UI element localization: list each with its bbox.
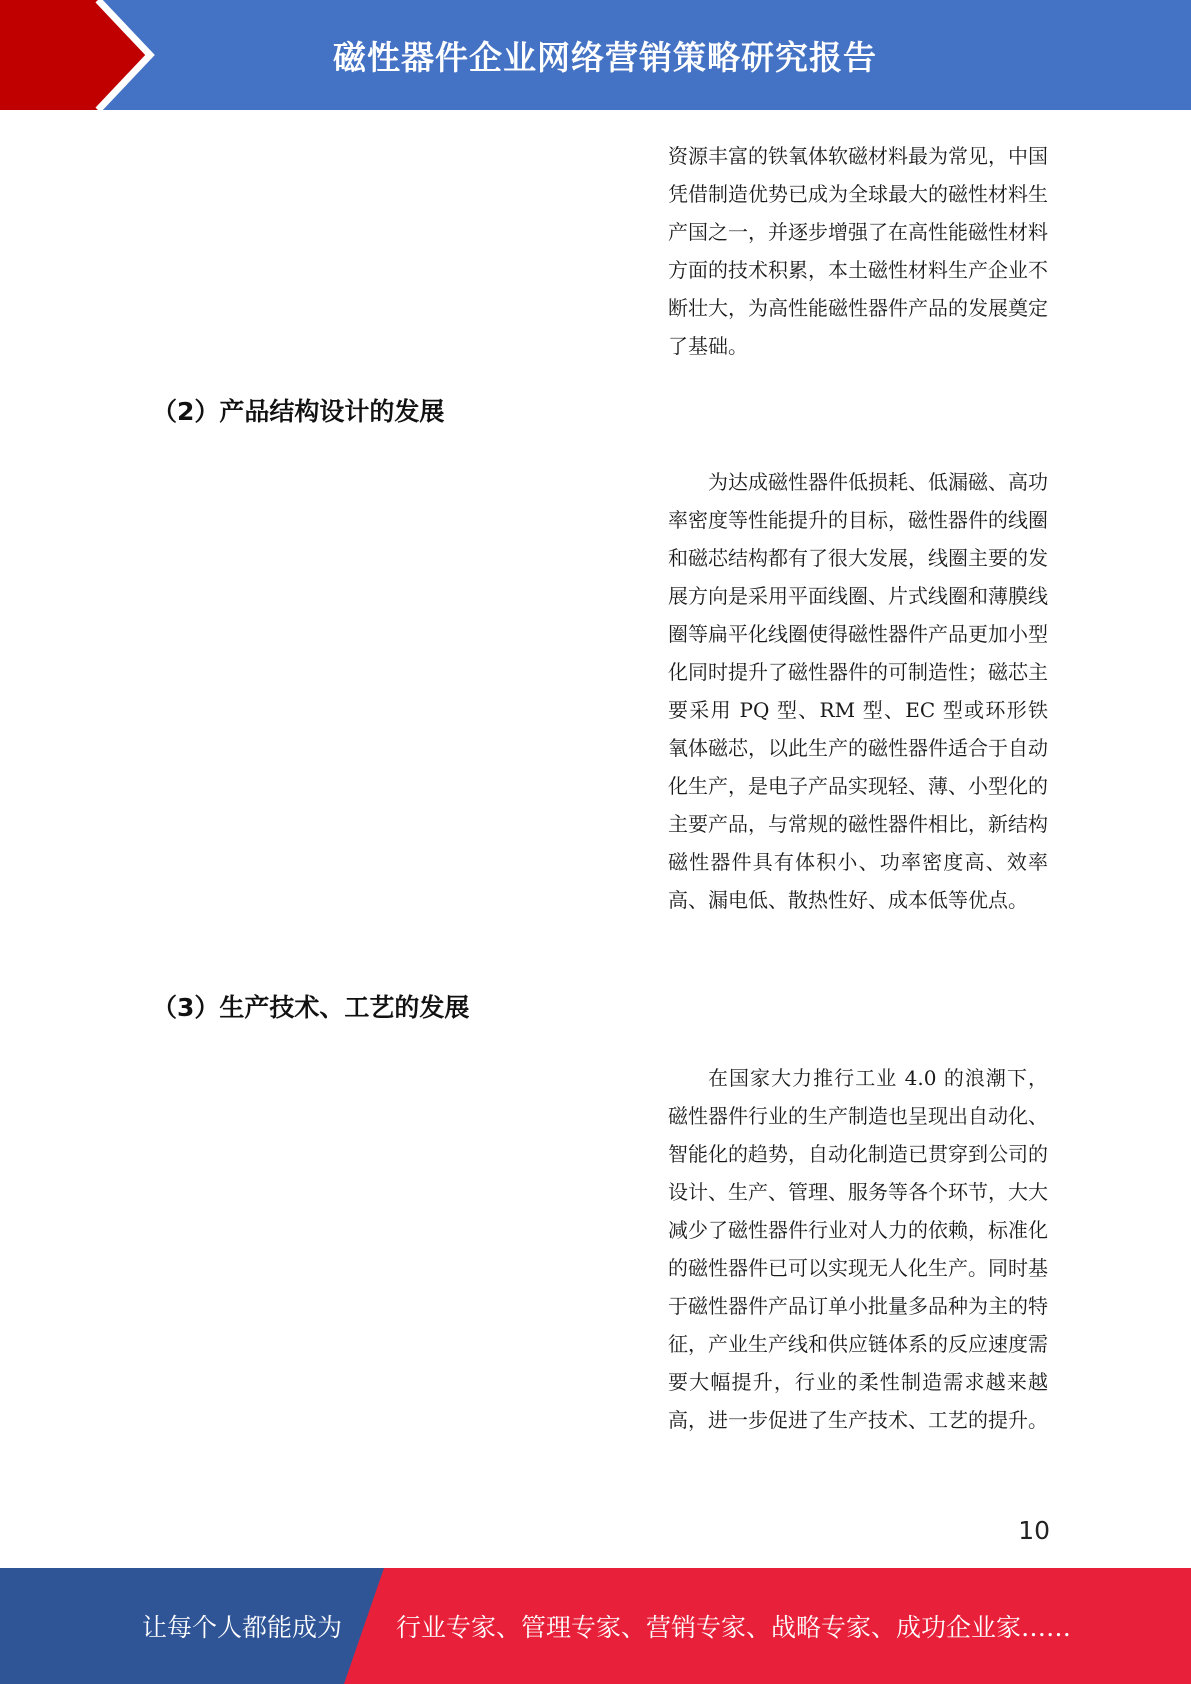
paragraph-materials: 资源丰富的铁氧体软磁材料最为常见，中国凭借制造优势已成为全球最大的磁性材料生产国之一，并逐步增强了在高性能磁性材料方面的技术积累，本土磁性材料生产企业不断壮大，为高性能磁性器件产品的发展奠定了基础。 — [668, 144, 1048, 358]
paragraph-structure-design: 为达成磁性器件低损耗、低漏磁、高功率密度等性能提升的目标，磁性器件的线圈和磁芯结构都有了很大发展，线圈主要的发展方向是采用平面线圈、片式线圈和薄膜线圈等扁平化线圈使得磁性器件产品更加小型化同时提升了磁性器件的可制造性；磁芯主要采用 PQ 型、RM 型、EC 型或环形铁氧体磁芯，以此生产的磁性器件适合于自动化生产，是电子产品实现轻、薄、小型化的主要产品，与常规的磁性器件相比，新结构磁性器件具有体积小、功率密度高、效率高、漏电低、散热性好、成本低等优点。 — [668, 470, 1048, 912]
footer-slogan-left: 让每个人都能成为 — [142, 1613, 343, 1642]
footer-slogan-right: 行业专家、管理专家、营销专家、战略专家、成功企业家…… — [396, 1613, 1072, 1642]
section-heading-structure-design: （2）产品结构设计的发展 — [152, 397, 445, 426]
section-heading-production-technology: （3）生产技术、工艺的发展 — [152, 993, 470, 1022]
page-footer — [0, 1568, 1191, 1684]
page-number: 10 — [1018, 1516, 1050, 1545]
paragraph-production-technology: 在国家大力推行工业 4.0 的浪潮下，磁性器件行业的生产制造也呈现出自动化、智能化的趋势，自动化制造已贯穿到公司的设计、生产、管理、服务等各个环节，大大减少了磁性器件行业对人力的依赖，标准化的磁性器件已可以实现无人化生产。同时基于磁性器件产品订单小批量多品种为主的特征，产业生产线和供应链体系的反应速度需要大幅提升，行业的柔性制造需求越来越高，进一步促进了生产技术、工艺的提升。 — [668, 1066, 1048, 1432]
page-header — [0, 0, 1191, 110]
report-title: 磁性器件企业网络营销策略研究报告 — [333, 37, 877, 77]
